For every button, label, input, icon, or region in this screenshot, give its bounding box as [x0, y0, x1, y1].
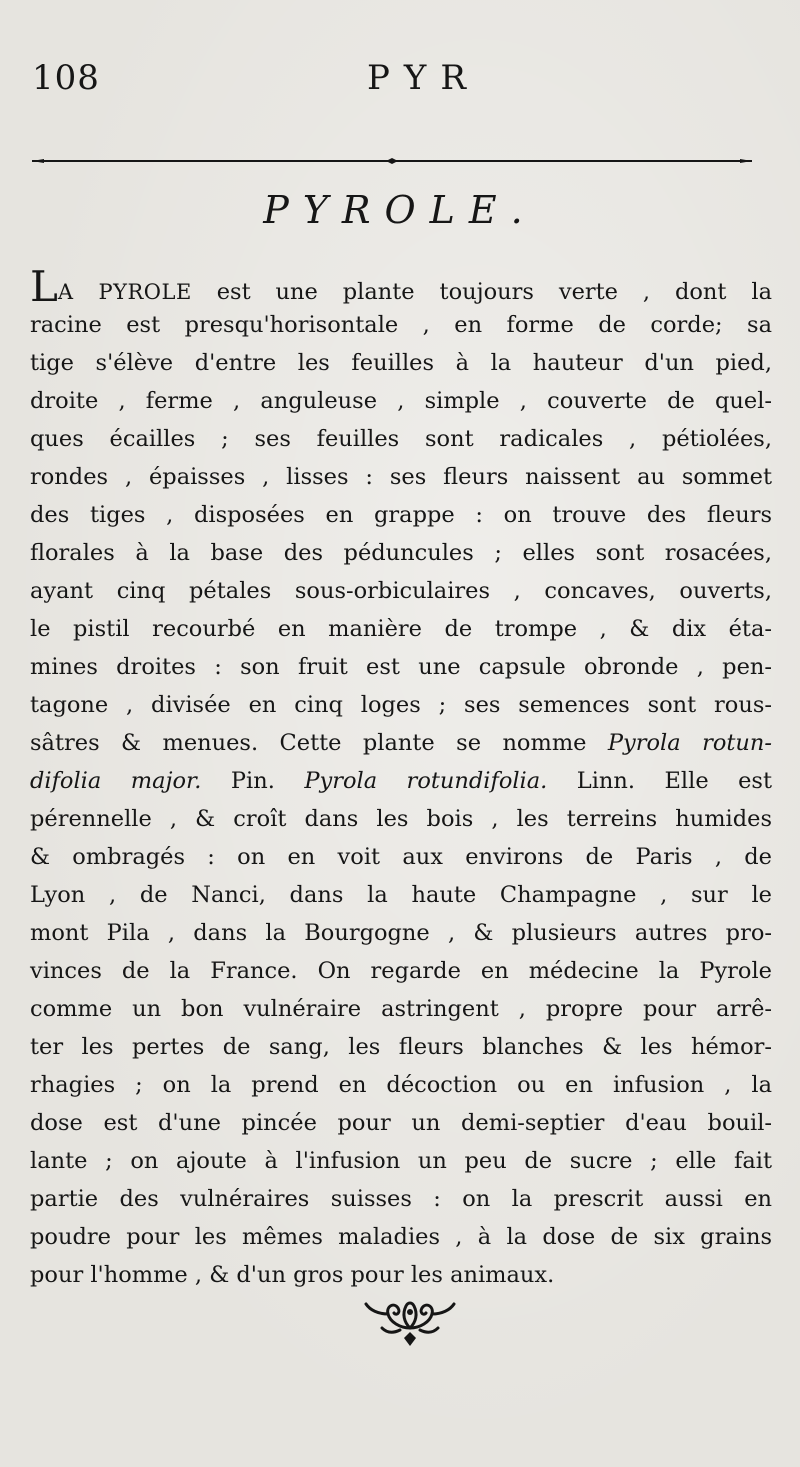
line-text: Lyon , de Nanci, dans la haute Champagne , sur le	[30, 882, 772, 908]
line-text: des tiges , disposées en grappe : on trouve des fleurs	[30, 502, 772, 528]
text-line	[30, 876, 772, 914]
line-text: racine est presqu'horisontale , en forme de corde; sa	[30, 312, 772, 338]
line-text: tige s'élève d'entre les feuilles à la hauteur d'un pied,	[30, 350, 772, 376]
line-text: le pistil recourbé en manière de trompe , & dix éta-	[30, 616, 772, 642]
chapter-title: PYROLE.	[263, 188, 537, 232]
text-line	[30, 572, 772, 610]
text-line	[30, 914, 772, 952]
line-text: mines droites : son fruit est une capsule obronde , pen-	[30, 654, 772, 680]
italic-text: Pyrola rotun-	[607, 730, 772, 756]
italic-text: Pyrola rotundifolia.	[304, 768, 548, 794]
line-text: ter les pertes de sang, les fleurs blanches & les hémor-	[30, 1034, 772, 1060]
line-text: sâtres & menues. Cette plante se nomme	[30, 730, 608, 756]
text-line	[30, 610, 772, 648]
text-line	[30, 1066, 772, 1104]
text-line	[30, 458, 772, 496]
line-text: droite , ferme , anguleuse , simple , couverte de quel-	[30, 388, 772, 414]
text-line	[30, 838, 772, 876]
text-line	[30, 534, 772, 572]
text-line	[30, 724, 772, 762]
header-rule	[32, 158, 752, 164]
text-line	[30, 1180, 772, 1218]
initial-letter: L	[30, 262, 58, 311]
line-text: tagone , divisée en cinq loges ; ses semences sont rous-	[30, 692, 772, 718]
small-caps-text: A PYROLE	[57, 280, 192, 304]
line-text: rhagies ; on la prend en décoction ou en infusion , la	[30, 1072, 772, 1098]
text-line	[30, 648, 772, 686]
line-text: florales à la base des péduncules ; elles sont rosacées,	[30, 540, 772, 566]
text-line	[30, 496, 772, 534]
line-text: rondes , épaisses , lisses : ses fleurs naissent au sommet	[30, 464, 772, 490]
line-text: poudre pour les mêmes maladies , à la dose de six grains	[30, 1224, 772, 1250]
text-line	[30, 262, 772, 311]
line-text: pour l'homme , & d'un gros pour les animaux.	[30, 1262, 555, 1288]
text-line	[30, 382, 772, 420]
line-text: lante ; on ajoute à l'infusion un peu de sucre ; elle fait	[30, 1148, 772, 1174]
line-text: Linn. Elle est	[547, 768, 773, 794]
running-title: PYR	[367, 58, 480, 98]
line-text: comme un bon vulnéraire astringent , propre pour arrê-	[30, 996, 772, 1022]
line-text: ques écailles ; ses feuilles sont radicales , pétiolées,	[30, 426, 772, 452]
text-line	[30, 1142, 772, 1180]
text-line	[30, 420, 772, 458]
text-line	[30, 1104, 772, 1142]
text-line	[30, 1028, 772, 1066]
text-line	[30, 686, 772, 724]
italic-text: difolia major.	[30, 768, 202, 794]
text-line	[30, 800, 772, 838]
line-text: pérennelle , & croît dans les bois , les terreins humides	[30, 806, 772, 832]
running-head	[32, 58, 762, 108]
line-text: ayant cinq pétales sous-orbiculaires , concaves, ouverts,	[30, 578, 772, 604]
article-body	[30, 262, 773, 1294]
text-line	[30, 306, 772, 344]
text-line	[30, 1218, 772, 1256]
text-line	[30, 762, 772, 800]
line-text: dose est d'une pincée pour un demi-septier d'eau bouil-	[30, 1110, 772, 1136]
text-line	[30, 344, 772, 382]
line-text: Pin.	[201, 768, 305, 794]
fleuron-ornament-icon	[360, 1288, 460, 1348]
line-text: mont Pila , dans la Bourgogne , & plusieurs autres pro-	[30, 920, 772, 946]
text-line	[30, 990, 772, 1028]
page-number: 108	[32, 58, 100, 98]
text-line	[30, 952, 772, 990]
line-text: est une plante toujours verte , dont la	[191, 279, 772, 305]
line-text: partie des vulnéraires suisses : on la prescrit aussi en	[30, 1186, 772, 1212]
line-text: & ombragés : on en voit aux environs de Paris , de	[30, 844, 772, 870]
line-text: vinces de la France. On regarde en médecine la Pyrole	[30, 958, 772, 984]
